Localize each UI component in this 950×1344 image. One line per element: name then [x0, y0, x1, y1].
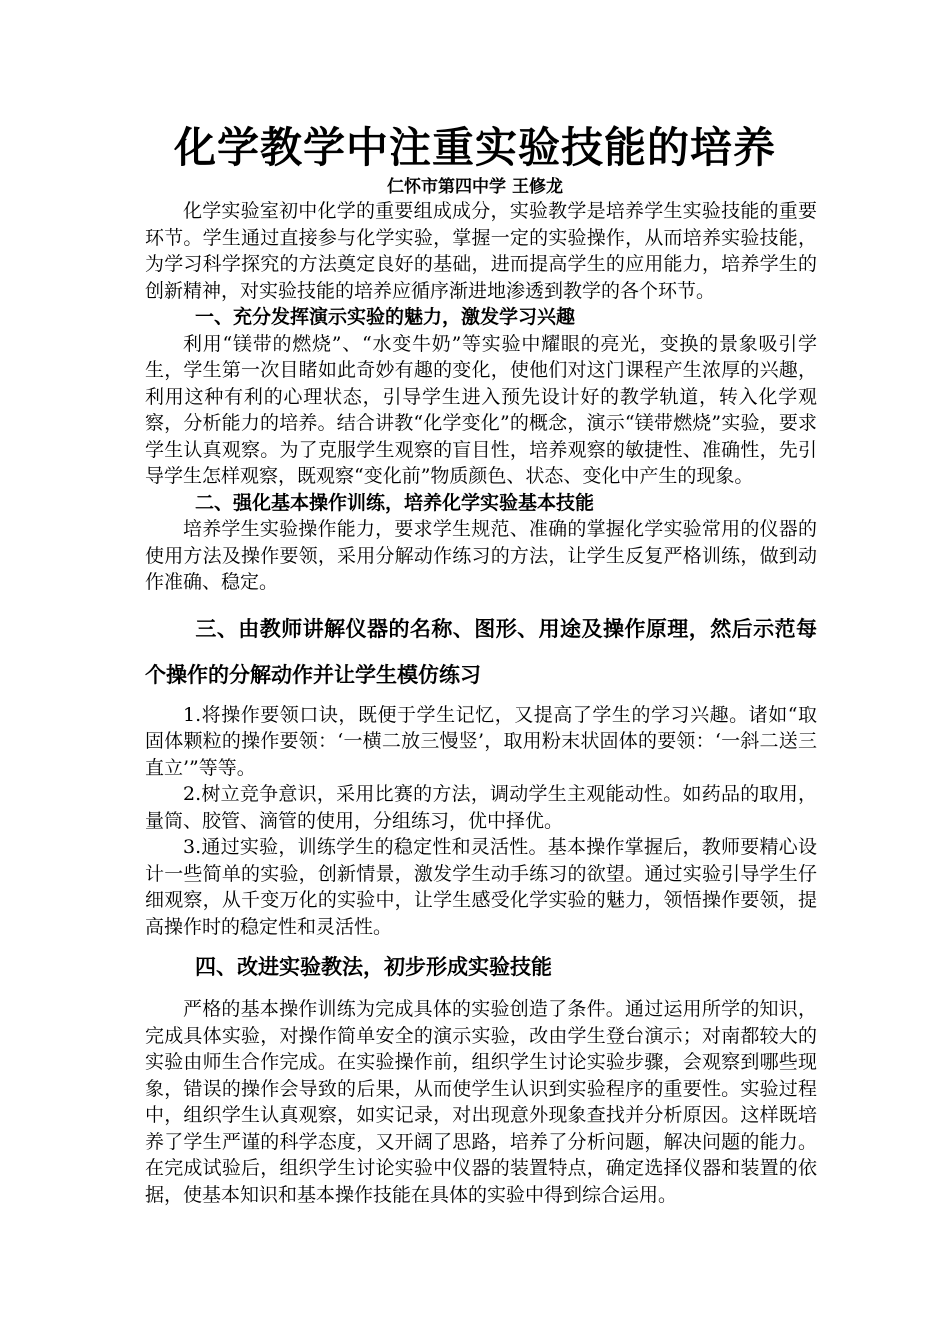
section-3-item-3: 3.通过实验，训练学生的稳定性和灵活性。基本操作掌握后，教师要精心设计一些简单的实验，创新情景，激发学生动手练习的欲望。通过实验引导学生仔细观察，从千变万化的实验中，让学生感受化学实验的魅力，领悟操作要领，提高操作时的稳定性和灵活性。: [145, 836, 817, 938]
section-3-item-2: 2.树立竞争意识，采用比赛的方法，调动学生主观能动性。如药品的取用，量筒、胶管、滴管的使用，分组练习，优中择优。: [145, 783, 817, 832]
section-2-heading: 二、强化基本操作训练，培养化学实验基本技能: [195, 491, 595, 514]
section-1-paragraph: 利用“镁带的燃烧”、“水变牛奶”等实验中耀眼的亮光，变换的景象吸引学生，学生第一次目睹如此奇妙有趣的变化，使他们对这门课程产生浓厚的兴趣，利用这种有利的心理状态，引导学生进入预先设计好的教学轨道，转入化学观察，分析能力的培养。结合讲教“化学变化”的概念，演示“镁带燃烧”实验，要求学生认真观察。为了克服学生观察的盲目性，培养观察的敏捷性、准确性，先引导学生怎样观察，既观察“变化前”物质颜色、状态、变化中产生的现象。: [145, 332, 817, 487]
section-3-item-1: 1.将操作要领口诀，既便于学生记忆，又提高了学生的学习兴趣。诸如“取固体颗粒的操作要领：‘一横二放三慢竖’，取用粉末状固体的要领：‘一斜二送三直立’”等等。: [145, 703, 817, 779]
intro-paragraph: 化学实验室初中化学的重要组成成分，实验教学是培养学生实验技能的重要环节。学生通过直接参与化学实验，掌握一定的实验操作，从而培养实验技能，为学习科学探究的方法奠定良好的基础，进而提高学生的应用能力，培养学生的创新精神，对实验技能的培养应循序渐进地渗透到教学的各个环节。: [145, 200, 817, 302]
section-2-paragraph: 培养学生实验操作能力，要求学生规范、准确的掌握化学实验常用的仪器的使用方法及操作要领，采用分解动作练习的方法，让学生反复严格训练，做到动作准确、稳定。: [145, 518, 817, 593]
document-author: 仁怀市第四中学 王修龙: [387, 177, 563, 197]
section-3-heading: 三、由教师讲解仪器的名称、图形、用途及操作原理，然后示范每个操作的分解动作并让学生模仿练习: [145, 615, 817, 687]
section-4-paragraph: 严格的基本操作训练为完成具体的实验创造了条件。通过运用所学的知识，完成具体实验，对操作简单安全的演示实验，改由学生登台演示；对南都较大的实验由师生合作完成。在实验操作前，组织学生讨论实验步骤，会观察到哪些现象，错误的操作会导致的后果，从而使学生认识到实验程序的重要性。实验过程中，组织学生认真观察，如实记录，对出现意外现象查找并分析原因。这样既培养了学生严谨的科学态度，又开阔了思路，培养了分析问题，解决问题的能力。在完成试验后，组织学生讨论实验中仪器的装置特点，确定选择仪器和装置的依据，使基本知识和基本操作技能在具体的实验中得到综合运用。: [145, 998, 817, 1206]
document-body: [145, 198, 817, 1208]
section-4-heading: 四、改进实验教法，初步形成实验技能: [195, 954, 552, 979]
section-1-heading: 一、充分发挥演示实验的魅力，激发学习兴趣: [195, 306, 576, 328]
document-title: 化学教学中注重实验技能的培养: [173, 123, 776, 172]
